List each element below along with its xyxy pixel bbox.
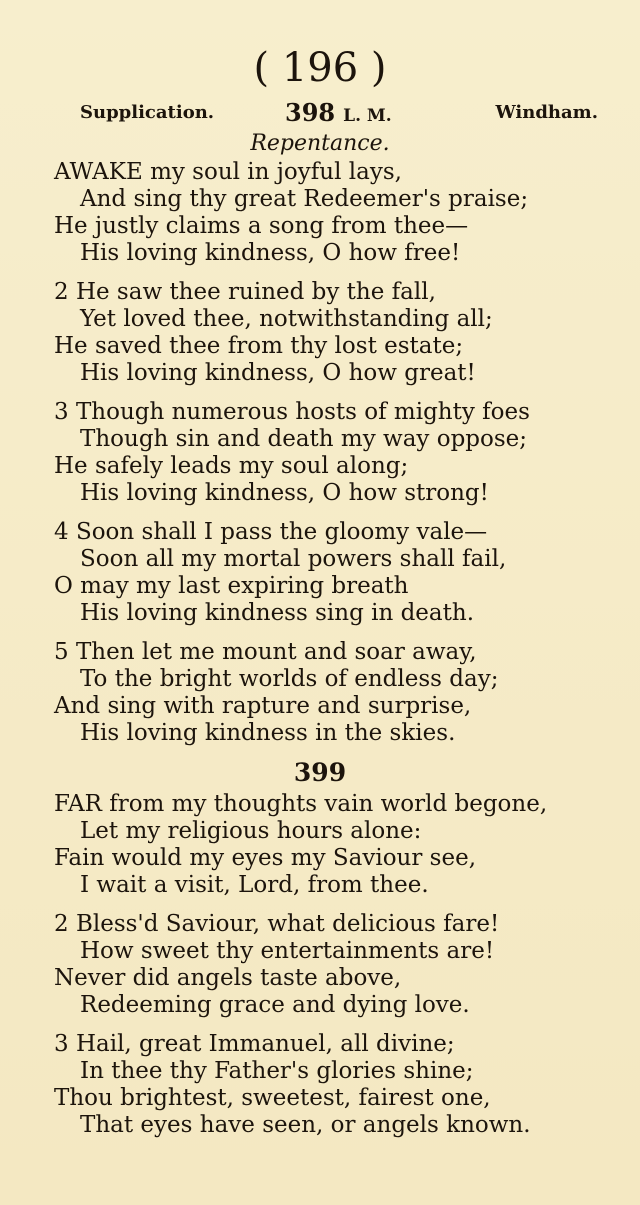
hymn-number-text: 398 bbox=[285, 98, 336, 127]
verse-line: That eyes have seen, or angels known. bbox=[80, 1112, 531, 1138]
verse-line: 3 Though numerous hosts of mighty foes bbox=[54, 399, 530, 425]
hymn-header-398 bbox=[0, 98, 640, 128]
verse-line: 5 Then let me mount and soar away, bbox=[54, 639, 477, 665]
verse-line: His loving kindness, O how strong! bbox=[80, 480, 489, 506]
verse-line: 2 He saw thee ruined by the fall, bbox=[54, 279, 436, 305]
stanza bbox=[0, 1031, 640, 1139]
stanza bbox=[0, 399, 640, 507]
verse-line: Fain would my eyes my Saviour see, bbox=[54, 845, 477, 871]
stanza bbox=[0, 791, 640, 899]
hymn-399-verses bbox=[0, 791, 640, 1139]
verse-line: He saved thee from thy lost estate; bbox=[54, 333, 464, 359]
verse-line: Let my religious hours alone: bbox=[80, 818, 422, 844]
verse-line: Thou brightest, sweetest, fairest one, bbox=[54, 1085, 491, 1111]
meter-label: L. M. bbox=[343, 106, 392, 126]
verse-line: He justly claims a song from thee— bbox=[54, 213, 469, 239]
verse-line: Though sin and death my way oppose; bbox=[80, 426, 528, 452]
hymn-number-398 bbox=[285, 98, 392, 131]
verse-line: O may my last expiring breath bbox=[54, 573, 409, 599]
verse-line: His loving kindness in the skies. bbox=[80, 720, 456, 746]
stanza bbox=[0, 159, 640, 267]
stanza bbox=[0, 279, 640, 387]
verse-line: 4 Soon shall I pass the gloomy vale— bbox=[54, 519, 488, 545]
verse-line: He safely leads my soul along; bbox=[54, 453, 409, 479]
hymn-subject: Repentance. bbox=[250, 131, 390, 156]
verse-line: 2 Bless'd Saviour, what delicious fare! bbox=[54, 911, 500, 937]
verse-line: AWAKE my soul in joyful lays, bbox=[54, 159, 402, 185]
verse-line: His loving kindness sing in death. bbox=[80, 600, 474, 626]
page-number: ( 196 ) bbox=[253, 45, 387, 91]
stanza bbox=[0, 639, 640, 747]
verse-line: 3 Hail, great Immanuel, all divine; bbox=[54, 1031, 455, 1057]
verse-line: Soon all my mortal powers shall fail, bbox=[80, 546, 507, 572]
verse-line: His loving kindness, O how free! bbox=[80, 240, 461, 266]
stanza bbox=[0, 519, 640, 627]
verse-line: And sing with rapture and surprise, bbox=[54, 693, 472, 719]
hymn-number-399: 399 bbox=[293, 758, 347, 787]
verse-line: His loving kindness, O how great! bbox=[80, 360, 476, 386]
verse-line: And sing thy great Redeemer's praise; bbox=[80, 186, 529, 212]
verse-line: Yet loved thee, notwithstanding all; bbox=[80, 306, 493, 332]
verse-line: To the bright worlds of endless day; bbox=[80, 666, 499, 692]
tune-name: Windham. bbox=[495, 102, 598, 123]
verse-line: How sweet thy entertainments are! bbox=[80, 938, 495, 964]
verse-line: I wait a visit, Lord, from thee. bbox=[80, 872, 429, 898]
stanza bbox=[0, 911, 640, 1019]
verse-line: Never did angels taste above, bbox=[54, 965, 402, 991]
verse-line: Redeeming grace and dying love. bbox=[80, 992, 470, 1018]
verse-line: In thee thy Father's glories shine; bbox=[80, 1058, 474, 1084]
hymn-398-verses bbox=[0, 159, 640, 747]
verse-line: FAR from my thoughts vain world begone, bbox=[54, 791, 548, 817]
topic-label: Supplication. bbox=[80, 102, 215, 123]
